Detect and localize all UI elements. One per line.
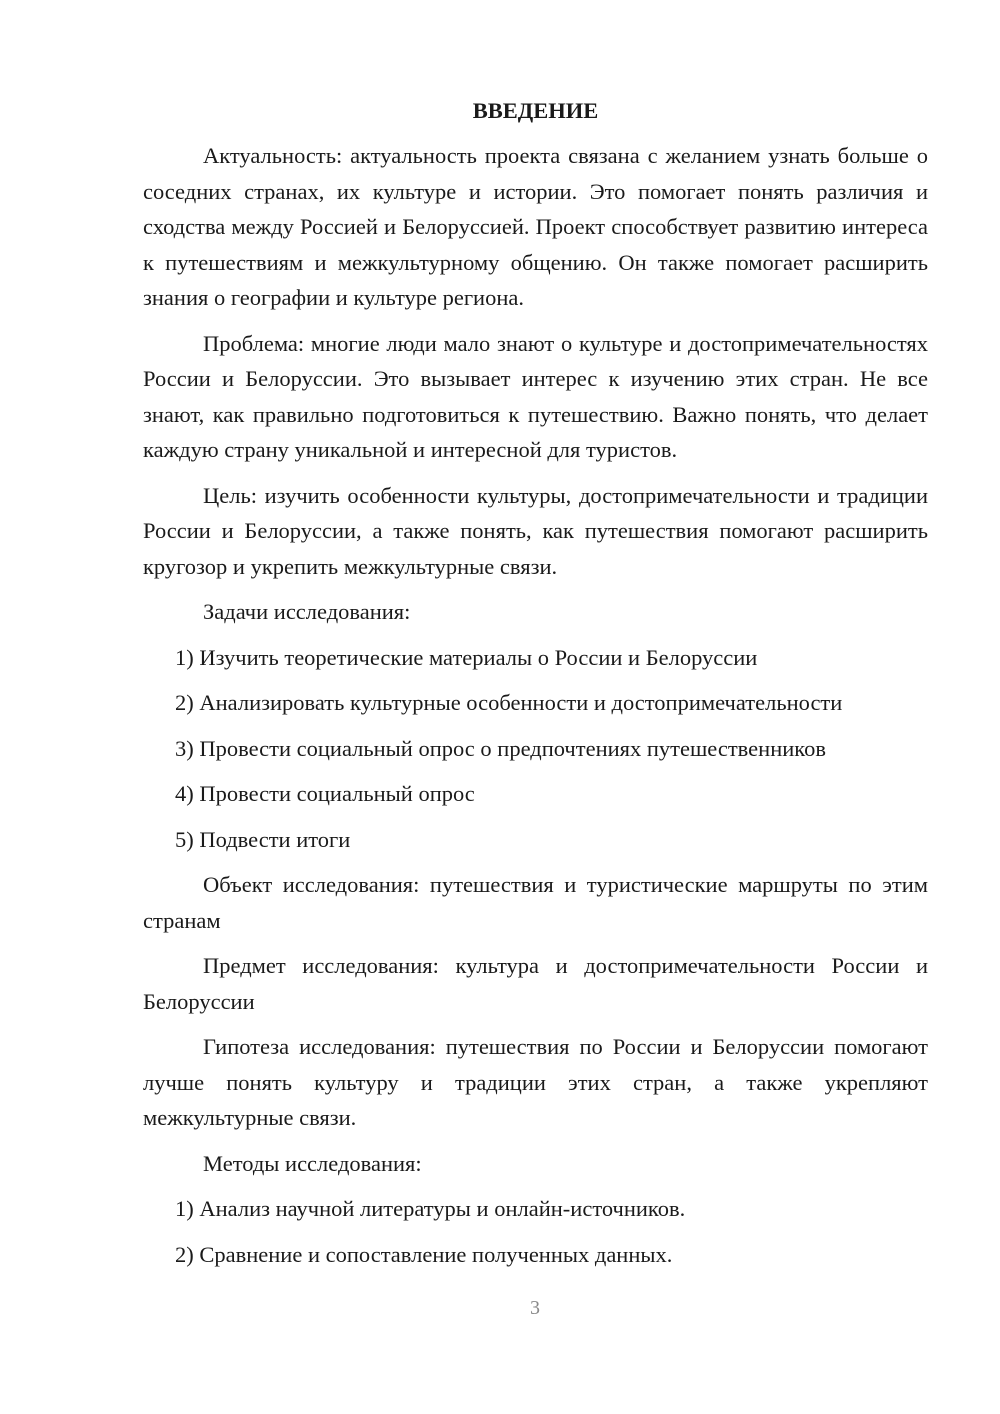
task-item: 4) Провести социальный опрос [175, 781, 475, 806]
document-page [143, 96, 928, 1282]
goal-paragraph: Цель: изучить особенности культуры, достопримечательности и традиции России и Белоруссии, а также понять, как путешествия помогают расширить кругозор и укрепить межкультурные связи. [143, 482, 928, 579]
page-number: 3 [530, 1297, 540, 1319]
object-paragraph: Объект исследования: путешествия и туристические маршруты по этим странам [143, 872, 928, 933]
page-title: ВВЕДЕНИЕ [472, 98, 599, 123]
task-item: 3) Провести социальный опрос о предпочтениях путешественников [175, 735, 826, 761]
relevance-paragraph: Актуальность: актуальность проекта связана с желанием узнать больше о соседних странах, их культуре и истории. Это помогает понять различия и сходства между Россией и Белоруссией. Проект способствует развитию интереса к путешествиям и межкультурному общению. Он также помогает расширить знания о географии и культуре региона. [143, 143, 928, 310]
problem-paragraph: Проблема: многие люди мало знают о культуре и достопримечательностях России и Белоруссии. Это вызывает интерес к изучению этих стран. Не все знают, как правильно подготовиться к путешествию. Важно понять, что делает каждую страну уникальной и интересной для туристов. [143, 330, 928, 462]
task-item: 5) Подвести итоги [175, 826, 351, 852]
hypothesis-paragraph: Гипотеза исследования: путешествия по России и Белоруссии помогают лучше понять культуру и традиции этих стран, а также укрепляют межкультурные связи. [143, 1034, 928, 1130]
task-item: 1) Изучить теоретические материалы о России и Белоруссии [175, 644, 758, 670]
methods-heading: Методы исследования: [203, 1150, 422, 1176]
task-item: 2) Анализировать культурные особенности и достопримечательности [175, 690, 843, 715]
method-item: 2) Сравнение и сопоставление полученных данных. [175, 1241, 673, 1267]
tasks-heading: Задачи исследования: [203, 599, 411, 624]
subject-paragraph: Предмет исследования: культура и достопримечательности России и Белоруссии [143, 953, 928, 1014]
method-item: 1) Анализ научной литературы и онлайн-источников. [175, 1196, 686, 1221]
